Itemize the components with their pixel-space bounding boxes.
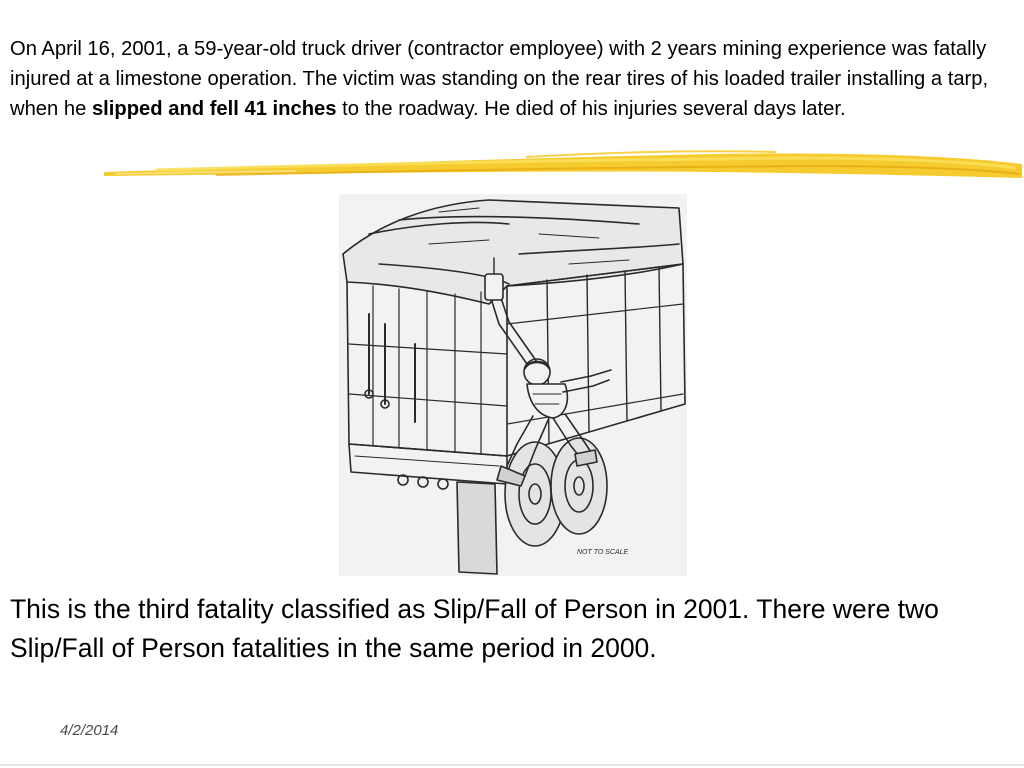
truck-tarp-illustration	[339, 194, 687, 576]
yellow-brush-stroke	[96, 148, 1024, 188]
scale-note: NOT TO SCALE	[577, 549, 629, 556]
incident-text-end: to the roadway. He died of his injuries several days later.	[336, 98, 846, 120]
footer-divider	[0, 764, 1024, 766]
incident-text-start: On April 16, 2001, a 59-year-old truck driver (contractor employee) with 2 years mining experience was fatally injured at a limestone operation. The victim was standing on the rear tires of his loaded trailer installing a tarp, when he	[10, 38, 989, 120]
fatality-statistic: This is the third fatality classified as Slip/Fall of Person in 2001. There were two Slip/Fall of Person fatalities in the same period in 2000.	[10, 594, 939, 663]
footer-date: 4/2/2014	[60, 722, 119, 739]
incident-emphasis: slipped and fell 41 inches	[91, 98, 337, 120]
incident-description	[10, 34, 1020, 124]
